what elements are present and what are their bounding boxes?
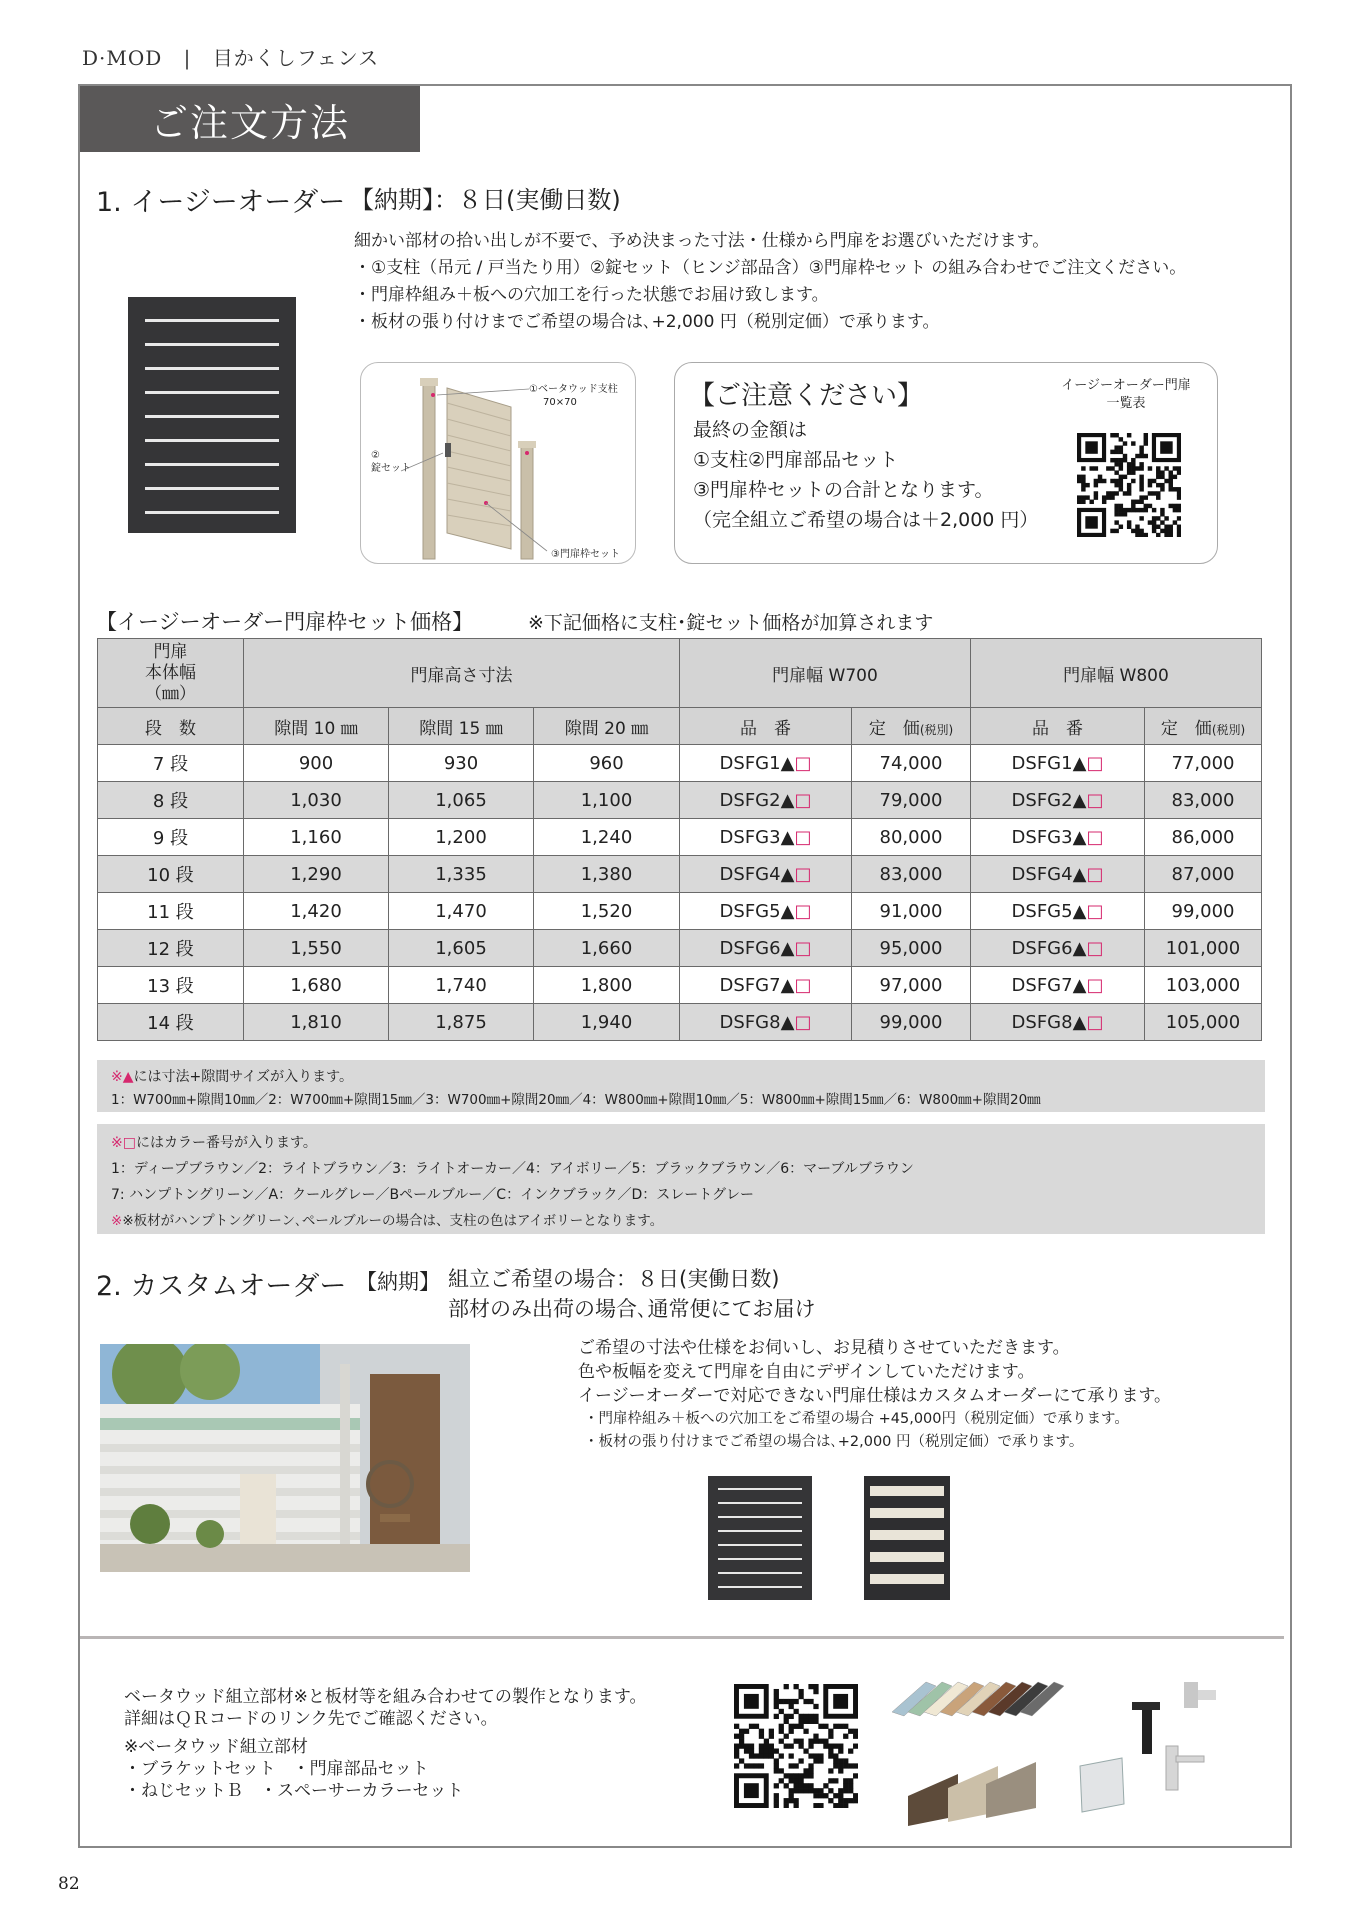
size-note-detail: 1：W700㎜+隙間10㎜／2：W700㎜+隙間15㎜／3：W700㎜+隙間20㎜／4：W800㎜+隙間10㎜／5：W800㎜+隙間15㎜／6：W800㎜+隙間20㎜ (111, 1092, 1041, 1108)
table-cell-g15 (389, 782, 534, 819)
lock-text: 錠セット (371, 463, 411, 474)
easy-order-delivery: 【納期】：８日(実働日数) (350, 186, 621, 214)
table-cell-code700 (680, 1004, 852, 1041)
notice-line: 最終の金額は (693, 419, 808, 441)
table-cell-price800 (1145, 856, 1262, 893)
height-header: 門扉高さ寸法 (244, 639, 680, 708)
gate-hardware-illustration (1072, 1676, 1242, 1826)
cell-value: 10 段 (147, 865, 194, 886)
post-label (529, 383, 618, 409)
w800-header: 門扉幅 W800 (971, 639, 1262, 708)
footer-description (124, 1686, 647, 1802)
cell-value: 1,160 (290, 826, 342, 848)
table-row (98, 967, 1262, 1004)
price-table-note: ※下記価格に支柱･錠セット価格が加算されます (528, 612, 934, 634)
cell-value: 1,380 (580, 863, 633, 885)
section-divider (80, 1636, 1284, 1639)
cell-value: 79,000 (879, 789, 943, 811)
cell-value: 1,335 (435, 863, 487, 885)
qr-caption-line: 一覧表 (1106, 396, 1146, 411)
cell-value: 95,000 (879, 937, 943, 959)
cell-value: 930 (443, 752, 479, 774)
table-cell-price700 (852, 745, 971, 782)
cell-value: 1,520 (580, 900, 633, 922)
color-note-box (97, 1124, 1265, 1234)
header-text: 本体幅 (145, 662, 196, 683)
footer-parts-line: ・ねじセットＢ ・スペーサーカラーセット (124, 1781, 464, 1801)
code700-header: 品 番 (680, 708, 852, 745)
cell-value: 74,000 (879, 752, 943, 774)
cell-value: 101,000 (1165, 937, 1241, 959)
tax-label: (税別) (1211, 722, 1246, 737)
table-cell-g15 (389, 1004, 534, 1041)
footer-parts-title: ※ベータウッド組立部材 (124, 1737, 308, 1757)
cell-value: DSFG5▲ (1011, 900, 1087, 922)
frame-label: ③門扉枠セット (551, 549, 620, 560)
cell-value: 1,200 (435, 826, 487, 848)
table-cell-price700 (852, 1004, 971, 1041)
price-table (97, 638, 1262, 1041)
custom-line: ご希望の寸法や仕様をお伺いし、お見積りさせていただきます。 (578, 1338, 1070, 1358)
brand-header (82, 42, 379, 71)
color-warning-text: ※板材がハンプトングリーン､ペールブルーの場合は、支柱の色はアイボリーとなります。 (122, 1213, 664, 1229)
table-cell-g20 (534, 930, 680, 967)
lock-number-text: ② (371, 450, 380, 461)
color-square-mark: □ (1086, 937, 1104, 959)
color-square-mark: □ (794, 863, 812, 885)
size-note-line (111, 1066, 1251, 1089)
table-cell-steps (98, 782, 244, 819)
price-table-wrapper (97, 638, 1262, 1041)
color-square-mark: □ (1086, 752, 1104, 774)
assembly-diagram (360, 362, 636, 564)
table-cell-code800 (971, 967, 1145, 1004)
table-cell-g20 (534, 856, 680, 893)
profile-parts (908, 1762, 1036, 1826)
cell-value: 1,065 (435, 789, 487, 811)
table-cell-g15 (389, 856, 534, 893)
gate-panel-image (128, 297, 296, 533)
table-cell-g15 (389, 967, 534, 1004)
color-square-mark: □ (1086, 826, 1104, 848)
footer-line: 詳細はＱＲコードのリンク先でご確認ください。 (124, 1709, 498, 1729)
qr-code-custom-parts[interactable] (734, 1684, 858, 1808)
table-cell-price800 (1145, 819, 1262, 856)
table-cell-steps (98, 967, 244, 1004)
cell-value: 91,000 (879, 900, 943, 922)
cell-value: DSFG2▲ (1011, 789, 1087, 811)
cell-value: DSFG6▲ (1011, 937, 1087, 959)
custom-gate-dark (708, 1476, 812, 1600)
cell-value: 97,000 (879, 974, 943, 996)
size-note-mark: ※▲ (111, 1069, 134, 1085)
cell-value: 1,740 (435, 974, 487, 996)
color-square-mark: □ (794, 752, 812, 774)
cell-value: 960 (589, 752, 624, 774)
table-cell-g20 (534, 893, 680, 930)
table-cell-steps (98, 745, 244, 782)
steps-header: 段 数 (98, 708, 244, 745)
cell-value: 105,000 (1165, 1011, 1241, 1033)
tax-label: (税別) (919, 722, 954, 737)
cell-value: 1,470 (435, 900, 487, 922)
table-cell-steps (98, 1004, 244, 1041)
cell-value: 83,000 (1171, 789, 1235, 811)
gap15-header: 隙間 15 ㎜ (389, 708, 534, 745)
color-note-line (111, 1130, 1251, 1156)
cell-value: 7 段 (152, 754, 189, 775)
cell-value: 13 段 (147, 976, 194, 997)
table-cell-price700 (852, 819, 971, 856)
custom-sub-line: ・門扉枠組み＋板への穴加工をご希望の場合 +45,000円（税別定価）で承ります。 (584, 1411, 1129, 1427)
qr-code-easy-order[interactable] (1077, 433, 1181, 537)
color-note-mark: ※□ (111, 1135, 136, 1151)
table-row (98, 893, 1262, 930)
table-cell-g20 (534, 745, 680, 782)
table-cell-steps (98, 856, 244, 893)
table-cell-code700 (680, 967, 852, 1004)
table-cell-code700 (680, 745, 852, 782)
notice-line: ③門扉枠セットの合計となります。 (693, 479, 994, 501)
table-cell-g15 (389, 930, 534, 967)
header-divider: | (183, 46, 192, 70)
table-cell-price800 (1145, 1004, 1262, 1041)
garden-photo (100, 1344, 470, 1572)
table-cell-code800 (971, 1004, 1145, 1041)
table-row (98, 745, 1262, 782)
color-warning: ※※板材がハンプトングリーン､ペールブルーの場合は、支柱の色はアイボリーとなります。 (111, 1213, 664, 1229)
table-cell-code800 (971, 745, 1145, 782)
cell-value: 80,000 (879, 826, 943, 848)
table-cell-price700 (852, 930, 971, 967)
table-cell-price700 (852, 967, 971, 1004)
table-cell-g15 (389, 893, 534, 930)
table-row (98, 856, 1262, 893)
custom-sub-line: ・板材の張り付けまでご希望の場合は､+2,000 円（税別定価）で承ります。 (584, 1434, 1084, 1450)
table-cell-code700 (680, 893, 852, 930)
description-line: 細かい部材の拾い出しが不要で、予め決まった寸法・仕様から門扉をお選びいただけます。 (354, 231, 1050, 251)
brand-name: D·MOD (82, 46, 163, 70)
cell-value: DSFG8▲ (719, 1011, 795, 1033)
cell-value: DSFG7▲ (719, 974, 795, 996)
post-label-text: ①ベータウッド支柱 (529, 384, 618, 395)
color-square-mark: □ (794, 1011, 812, 1033)
color-square-mark: □ (1086, 789, 1104, 811)
table-cell-code700 (680, 819, 852, 856)
cell-value: DSFG5▲ (719, 900, 795, 922)
color-list-line: 1：ディープブラウン／2：ライトブラウン／3：ライトオーカー／4：アイボリー／5：ブラックブラウン／6：マーブルブラウン (111, 1161, 914, 1177)
table-cell-steps (98, 819, 244, 856)
cell-value: DSFG1▲ (1011, 752, 1087, 774)
table-cell-code800 (971, 819, 1145, 856)
color-square-mark: □ (794, 900, 812, 922)
cell-value: DSFG8▲ (1011, 1011, 1087, 1033)
cell-value: 86,000 (1171, 826, 1235, 848)
custom-delivery-line: 部材のみ出荷の場合､通常便にてお届け (448, 1297, 816, 1321)
custom-gate-striped (864, 1476, 950, 1600)
cell-value: 1,680 (290, 974, 342, 996)
table-row (98, 819, 1262, 856)
gap10-header: 隙間 10 ㎜ (244, 708, 389, 745)
table-cell-code700 (680, 856, 852, 893)
cell-value: 99,000 (1171, 900, 1235, 922)
lock-label (371, 449, 411, 475)
table-cell-price700 (852, 782, 971, 819)
table-cell-g10 (244, 782, 389, 819)
parts-swatch-illustration (888, 1676, 1078, 1826)
color-square-mark: □ (1086, 900, 1104, 922)
header-text: （㎜） (145, 683, 196, 704)
table-cell-steps (98, 930, 244, 967)
cell-value: 1,290 (290, 863, 342, 885)
custom-line: 色や板幅を変えて門扉を自由にデザインしていただけます。 (578, 1362, 1035, 1382)
color-square-mark: □ (794, 789, 812, 811)
cell-value: 99,000 (879, 1011, 943, 1033)
table-header-row (98, 639, 1262, 708)
gap20-header: 隙間 20 ㎜ (534, 708, 680, 745)
cell-value: 12 段 (147, 939, 194, 960)
table-cell-code800 (971, 856, 1145, 893)
section-name: 目かくしフェンス (212, 46, 380, 70)
easy-order-description (354, 228, 1274, 336)
table-cell-price800 (1145, 967, 1262, 1004)
table-row (98, 930, 1262, 967)
price800-header (1145, 708, 1262, 745)
description-line: ・板材の張り付けまでご希望の場合は､+2,000 円（税別定価）で承ります。 (354, 312, 940, 332)
price-label: 定 価 (1160, 718, 1212, 739)
garden-fence-illustration (100, 1344, 470, 1572)
custom-delivery-line: 組立ご希望の場合：８日(実働日数) (448, 1267, 780, 1291)
table-cell-g15 (389, 819, 534, 856)
cell-value: 1,030 (290, 789, 342, 811)
notice-text (693, 415, 1038, 535)
table-cell-price800 (1145, 930, 1262, 967)
page-number: 82 (58, 1874, 80, 1894)
easy-order-heading: 1. イージーオーダー (96, 187, 346, 218)
color-list-line: 7: ハンプトングリーン／A：クールグレー／Bペールブルー／C：インクブラック／D：スレートグレー (111, 1187, 755, 1203)
table-cell-code800 (971, 893, 1145, 930)
cell-value: 1,875 (435, 1011, 487, 1033)
cell-value: DSFG3▲ (1011, 826, 1087, 848)
description-line: ・門扉枠組み＋板への穴加工を行った状態でお届け致します。 (354, 285, 829, 305)
table-cell-price800 (1145, 893, 1262, 930)
color-square-mark: □ (794, 974, 812, 996)
table-subheader-row (98, 708, 1262, 745)
post-size-text: 70×70 (543, 397, 577, 408)
table-cell-code700 (680, 930, 852, 967)
cell-value: 1,240 (580, 826, 633, 848)
cell-value: DSFG6▲ (719, 937, 795, 959)
cell-value: 1,940 (580, 1011, 633, 1033)
custom-order-description (578, 1336, 1171, 1454)
width-header (98, 639, 244, 708)
table-cell-code700 (680, 782, 852, 819)
price700-header (852, 708, 971, 745)
cell-value: 1,660 (580, 937, 633, 959)
color-note-text: にはカラー番号が入ります。 (135, 1135, 317, 1151)
table-row (98, 1004, 1262, 1041)
table-cell-g15 (389, 745, 534, 782)
price-table-heading: 【イージーオーダー門扉枠セット価格】 (96, 610, 474, 634)
cell-value: DSFG4▲ (1011, 863, 1087, 885)
cell-value: DSFG1▲ (719, 752, 795, 774)
cell-value: 1,800 (580, 974, 633, 996)
table-cell-g10 (244, 893, 389, 930)
cell-value: 1,550 (290, 937, 342, 959)
table-cell-price800 (1145, 782, 1262, 819)
cell-value: DSFG7▲ (1011, 974, 1087, 996)
qr-caption (1051, 377, 1201, 413)
custom-line: イージーオーダーで対応できない門扉仕様はカスタムオーダーにて承ります。 (578, 1386, 1171, 1406)
table-cell-steps (98, 893, 244, 930)
color-square-mark: □ (1086, 863, 1104, 885)
table-cell-g10 (244, 745, 389, 782)
cell-value: 1,100 (580, 789, 633, 811)
cell-value: 77,000 (1171, 752, 1235, 774)
cell-value: 900 (298, 752, 334, 774)
color-square-mark: □ (794, 826, 812, 848)
cell-value: 103,000 (1165, 974, 1241, 996)
table-cell-price800 (1145, 745, 1262, 782)
header-text: 門扉 (153, 641, 188, 662)
notice-line: ①支柱②門扉部品セット (693, 449, 899, 471)
cell-value: 1,420 (290, 900, 342, 922)
custom-delivery (448, 1264, 816, 1324)
table-cell-code800 (971, 782, 1145, 819)
price-table-body (98, 745, 1262, 1041)
color-square-mark: □ (1086, 1011, 1104, 1033)
w700-header: 門扉幅 W700 (680, 639, 971, 708)
cell-value: 14 段 (147, 1013, 194, 1034)
cell-value: 8 段 (152, 791, 189, 812)
table-cell-g20 (534, 967, 680, 1004)
table-cell-g10 (244, 1004, 389, 1041)
table-cell-price700 (852, 893, 971, 930)
table-cell-g20 (534, 1004, 680, 1041)
notice-line: （完全組立ご希望の場合は＋2,000 円） (693, 509, 1039, 531)
cell-value: 87,000 (1171, 863, 1235, 885)
price-label: 定 価 (868, 718, 920, 739)
cell-value: 83,000 (879, 863, 943, 885)
cell-value: 9 段 (152, 828, 189, 849)
table-cell-g10 (244, 856, 389, 893)
table-cell-price700 (852, 856, 971, 893)
cell-value: DSFG3▲ (719, 826, 795, 848)
custom-delivery-label: 【納期】 (356, 1270, 440, 1294)
page-title: ご注文方法 (80, 86, 420, 152)
cell-value: 11 段 (147, 902, 194, 923)
footer-parts-line: ・ブラケットセット ・門扉部品セット (124, 1759, 429, 1779)
notice-title: 【ご注意ください】 (689, 381, 924, 411)
description-line: ・①支柱（吊元 / 戸当たり用）②錠セット（ヒンジ部品含）③門扉枠セット の組み合わせでご注文ください。 (354, 258, 1187, 278)
cell-value: 1,810 (290, 1011, 342, 1033)
table-cell-g10 (244, 819, 389, 856)
cell-value: 1,605 (435, 937, 487, 959)
qr-caption-line: イージーオーダー門扉 (1061, 378, 1191, 393)
table-cell-g20 (534, 782, 680, 819)
table-row (98, 782, 1262, 819)
table-cell-code800 (971, 930, 1145, 967)
table-cell-g10 (244, 967, 389, 1004)
code800-header: 品 番 (971, 708, 1145, 745)
notice-box (674, 362, 1218, 564)
table-cell-g10 (244, 930, 389, 967)
cell-value: DSFG2▲ (719, 789, 795, 811)
footer-line: ベータウッド組立部材※と板材等を組み合わせての製作となります。 (124, 1687, 647, 1707)
color-square-mark: □ (794, 937, 812, 959)
size-note-text: には寸法+隙間サイズが入ります。 (133, 1069, 353, 1085)
color-square-mark: □ (1086, 974, 1104, 996)
custom-order-heading: 2. カスタムオーダー (96, 1271, 347, 1302)
size-note-box (97, 1060, 1265, 1112)
cell-value: DSFG4▲ (719, 863, 795, 885)
table-cell-g20 (534, 819, 680, 856)
